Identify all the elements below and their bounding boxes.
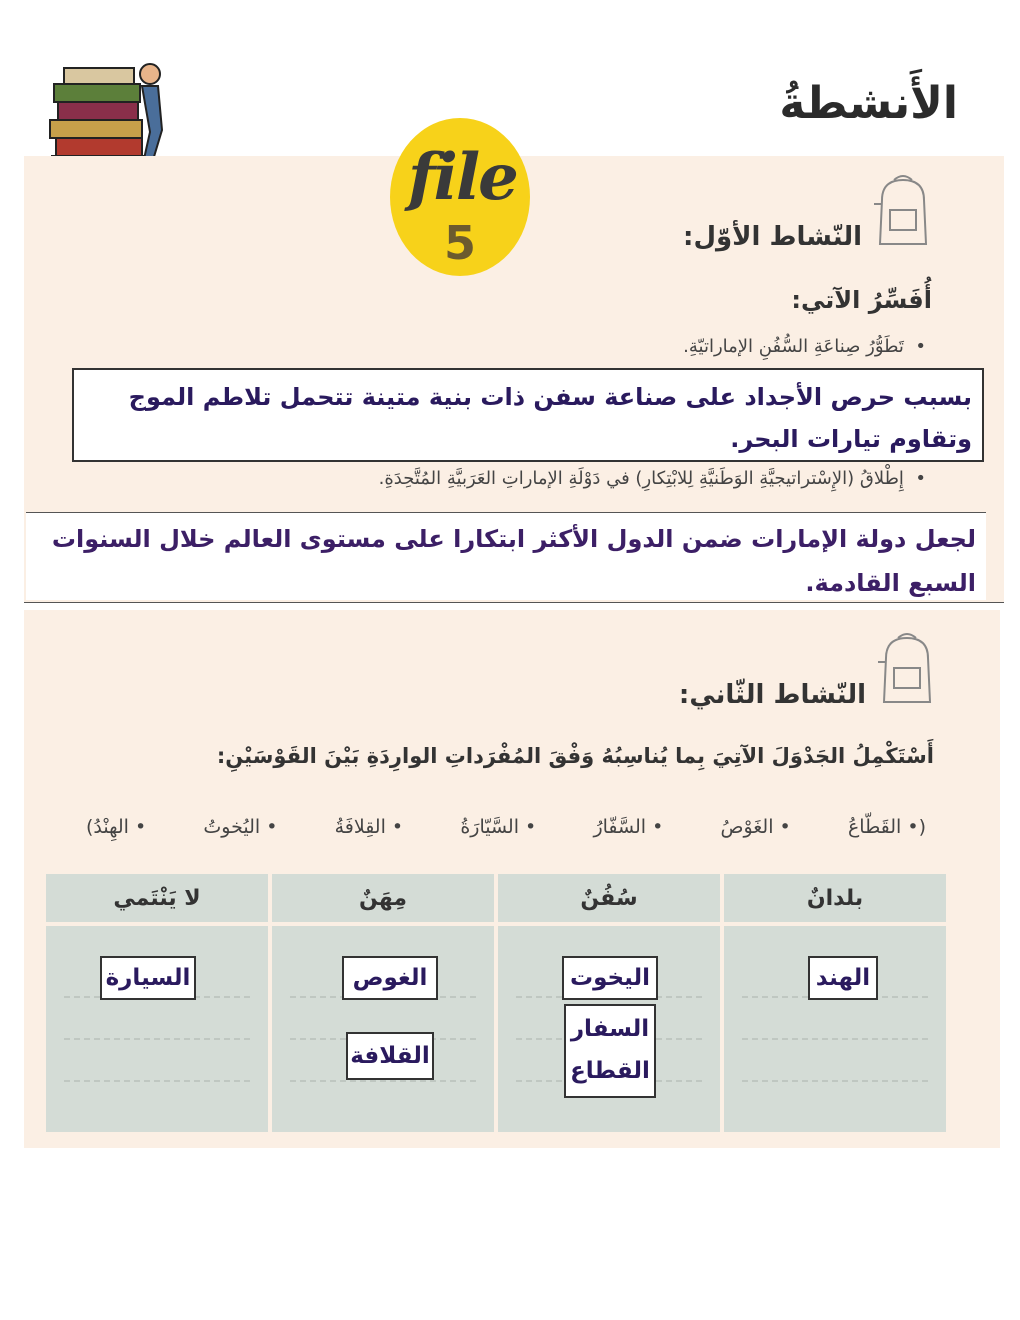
answer-tag: القلافة — [346, 1032, 434, 1080]
cell-ships — [498, 926, 720, 1132]
word-item: • السَّيّارَةُ — [460, 816, 537, 838]
page-title: الأَنشطةُ — [779, 78, 958, 129]
word-item: (• القَطّاعُ — [847, 816, 926, 838]
word-item: • الهِنْدُ) — [86, 816, 147, 838]
header-professions: مِهَنٌ — [272, 874, 494, 922]
backpack-icon — [866, 628, 948, 714]
word-item: • القِلافَةُ — [334, 816, 404, 838]
cell-countries — [724, 926, 946, 1132]
logo-number: 5 — [444, 216, 477, 270]
answer-tag-line: السفار — [570, 1016, 650, 1042]
answer-tag-group — [564, 1004, 656, 1098]
word-item: • الغَوْصُ — [720, 816, 791, 838]
file5-logo — [390, 118, 530, 276]
answer-tag-line: القطاع — [570, 1058, 650, 1084]
activity1-heading: النّشاط الأوّل: — [683, 222, 862, 252]
backpack-icon — [862, 170, 944, 256]
activity2-heading: النّشاط الثّاني: — [678, 680, 866, 710]
header-ships: سُفُنٌ — [498, 874, 720, 922]
answer-tag: السيارة — [100, 956, 196, 1000]
word-item: • اليُخوتُ — [203, 816, 278, 838]
word-item: • السَّفّارُ — [593, 816, 664, 838]
cell-professions — [272, 926, 494, 1132]
activity1-question-2: • إِطْلاقُ (الإِسْتراتيجيَّةِ الوَطَنيَّةِ لِلابْتِكارِ) في دَوْلَةِ الإماراتِ العَرَبيَّةِ المُتَّحِدَةِ. — [378, 468, 926, 489]
activity1-instruction: أُفَسِّرُ الآتي: — [791, 286, 932, 314]
header-not-belonging: لا يَنْتَمي — [46, 874, 268, 922]
answer-tag: الهند — [808, 956, 878, 1000]
answer-tag: الغوص — [342, 956, 438, 1000]
logo-text: file — [408, 140, 517, 215]
activity2-instruction: أَسْتَكْمِلُ الجَدْوَلَ الآتِيَ بِما يُناسِبُهُ وَفْقَ المُفْرَداتِ الوارِدَةِ بَيْنَ القَوْسَيْنِ: — [216, 744, 934, 768]
sorting-table — [42, 870, 950, 1136]
word-list — [86, 816, 926, 838]
activity1-answer-2: لجعل دولة الإمارات ضمن الدول الأكثر ابتكارا على مستوى العالم خلال السنوات السبع القادمة. — [26, 512, 986, 600]
activity1-answer-1: بسبب حرص الأجداد على صناعة سفن ذات بنية متينة تتحمل تلاطم الموج وتقاوم تيارات البحر. — [72, 368, 984, 462]
header-countries: بلدانٌ — [724, 874, 946, 922]
activity1-question-1: • تَطَوُّرُ صِناعَةِ السُّفُنِ الإماراتيّةِ. — [683, 336, 926, 357]
answer-tag: اليخوت — [562, 956, 658, 1000]
cell-not-belonging — [46, 926, 268, 1132]
